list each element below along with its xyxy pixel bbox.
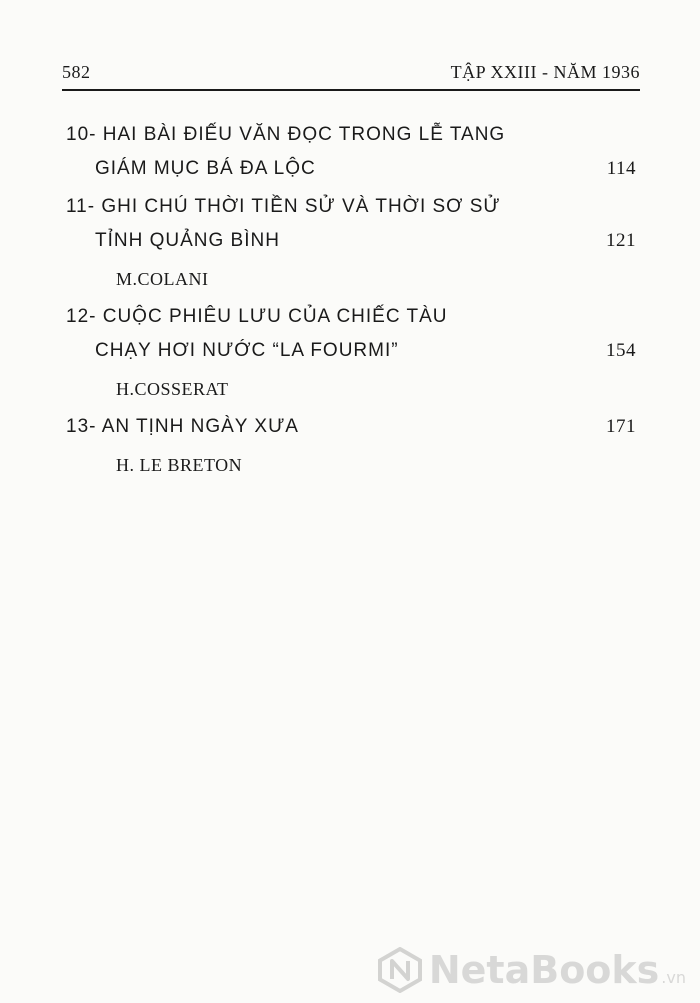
toc-entry-author: H. LE BRETON — [116, 455, 243, 475]
running-head: TẬP XXIII - NĂM 1936 — [450, 62, 640, 82]
toc-entry-title-line — [66, 334, 636, 368]
toc-entry-title-text: CHẠY HƠI NƯỚC “LA FOURMI” — [95, 340, 399, 361]
watermark-suffix: .vn — [661, 967, 686, 987]
toc-entry-author: M.COLANI — [116, 269, 209, 289]
toc-entry — [66, 190, 636, 296]
toc-entry-page: 171 — [606, 416, 636, 437]
toc-entry — [66, 410, 636, 482]
table-of-contents — [66, 118, 636, 482]
toc-entry-title-text: GIÁM MỤC BÁ ĐA LỘC — [95, 158, 316, 179]
page-number: 582 — [62, 62, 91, 82]
netabooks-logo-icon — [377, 947, 423, 993]
toc-entry-author: H.COSSERAT — [116, 379, 229, 399]
toc-entry-page: 121 — [606, 230, 636, 251]
toc-entry-title-line — [66, 410, 636, 444]
toc-entry — [66, 300, 636, 406]
toc-entry-title-text: 13- AN TỊNH NGÀY XƯA — [66, 416, 299, 437]
toc-entry-page: 114 — [606, 158, 636, 179]
toc-entry-title-line — [66, 224, 636, 258]
page-header — [62, 62, 640, 92]
toc-entry-title-line: 10- HAI BÀI ĐIẾU VĂN ĐỌC TRONG LỄ TANG — [66, 124, 506, 145]
toc-entry-title-line: 11- GHI CHÚ THỜI TIỀN SỬ VÀ THỜI SƠ SỬ — [66, 196, 501, 217]
toc-entry-page: 154 — [606, 340, 636, 361]
header-rule — [62, 89, 640, 91]
watermark-brand: NetaBooks — [428, 948, 660, 992]
toc-entry-title-text: TỈNH QUẢNG BÌNH — [95, 230, 280, 251]
toc-entry-title-line: 12- CUỘC PHIÊU LƯU CỦA CHIẾC TÀU — [66, 306, 448, 327]
toc-entry-title-line — [66, 152, 636, 186]
toc-entry — [66, 118, 636, 186]
watermark — [377, 945, 686, 995]
